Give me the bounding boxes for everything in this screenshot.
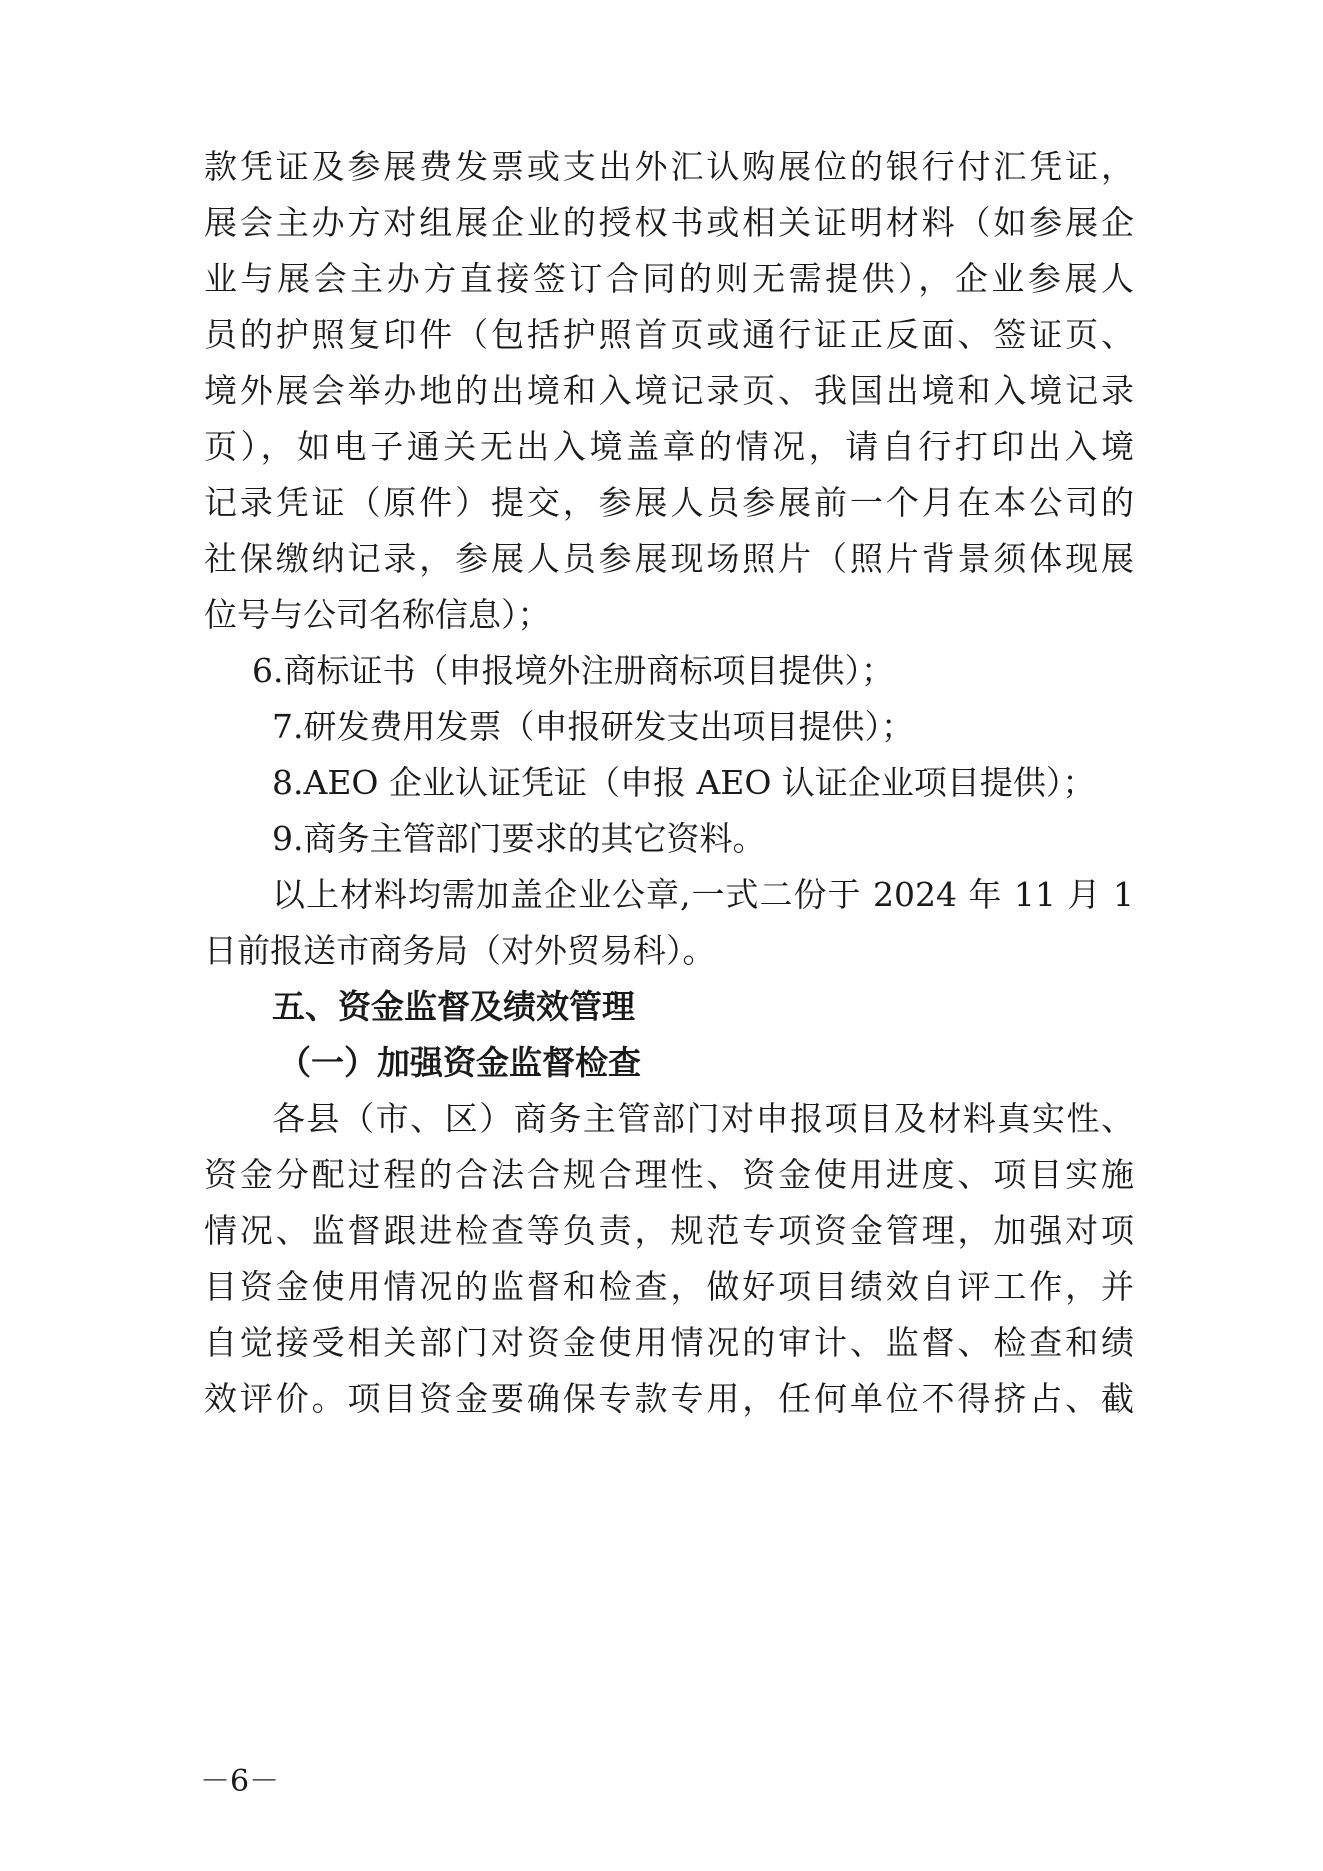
text-line: 以上材料均需加盖企业公章,一式二份于 2024 年 11 月 1 xyxy=(272,875,1134,914)
list-item: 8.AEO 企业认证凭证（申报 AEO 认证企业项目提供）； xyxy=(272,763,1096,802)
text-line: 员的护照复印件（包括护照首页或通行证正反面、签证页、 xyxy=(204,315,1134,354)
text-line: 资金分配过程的合法合规合理性、资金使用进度、项目实施 xyxy=(204,1155,1134,1194)
page-number: －6－ xyxy=(200,1764,280,1799)
text-line: 自觉接受相关部门对资金使用情况的审计、监督、检查和绩 xyxy=(204,1323,1134,1362)
text-line: 效评价。项目资金要确保专款专用，任何单位不得挤占、截 xyxy=(204,1379,1134,1418)
list-item: 9.商务主管部门要求的其它资料。 xyxy=(272,819,766,858)
text-line: 情况、监督跟进检查等负责，规范专项资金管理，加强对项 xyxy=(204,1211,1134,1250)
text-line: 页），如电子通关无出入境盖章的情况，请自行打印出入境 xyxy=(204,427,1134,466)
text-line: 目资金使用情况的监督和检查，做好项目绩效自评工作，并 xyxy=(204,1267,1134,1306)
text-line: 日前报送市商务局（对外贸易科）。 xyxy=(204,931,716,970)
text-line: 款凭证及参展费发票或支出外汇认购展位的银行付汇凭证， xyxy=(204,147,1134,186)
section-heading: 五、资金监督及绩效管理 xyxy=(272,987,635,1026)
text-line: 展会主办方对组展企业的授权书或相关证明材料（如参展企 xyxy=(204,203,1134,242)
subsection-heading: （一）加强资金监督检查 xyxy=(278,1043,641,1082)
text-line: 各县（市、区）商务主管部门对申报项目及材料真实性、 xyxy=(272,1099,1134,1138)
text-line: 境外展会举办地的出境和入境记录页、我国出境和入境记录 xyxy=(204,371,1134,410)
list-item: 7.研发费用发票（申报研发支出项目提供）； xyxy=(272,707,914,746)
text-line: 社保缴纳记录，参展人员参展现场照片（照片背景须体现展 xyxy=(204,539,1134,578)
text-line: 业与展会主办方直接签订合同的则无需提供），企业参展人 xyxy=(204,259,1134,298)
text-line: 记录凭证（原件）提交，参展人员参展前一个月在本公司的 xyxy=(204,483,1134,522)
list-item: 6.商标证书（申报境外注册商标项目提供）； xyxy=(252,651,894,690)
text-line: 位号与公司名称信息）； xyxy=(204,595,551,634)
